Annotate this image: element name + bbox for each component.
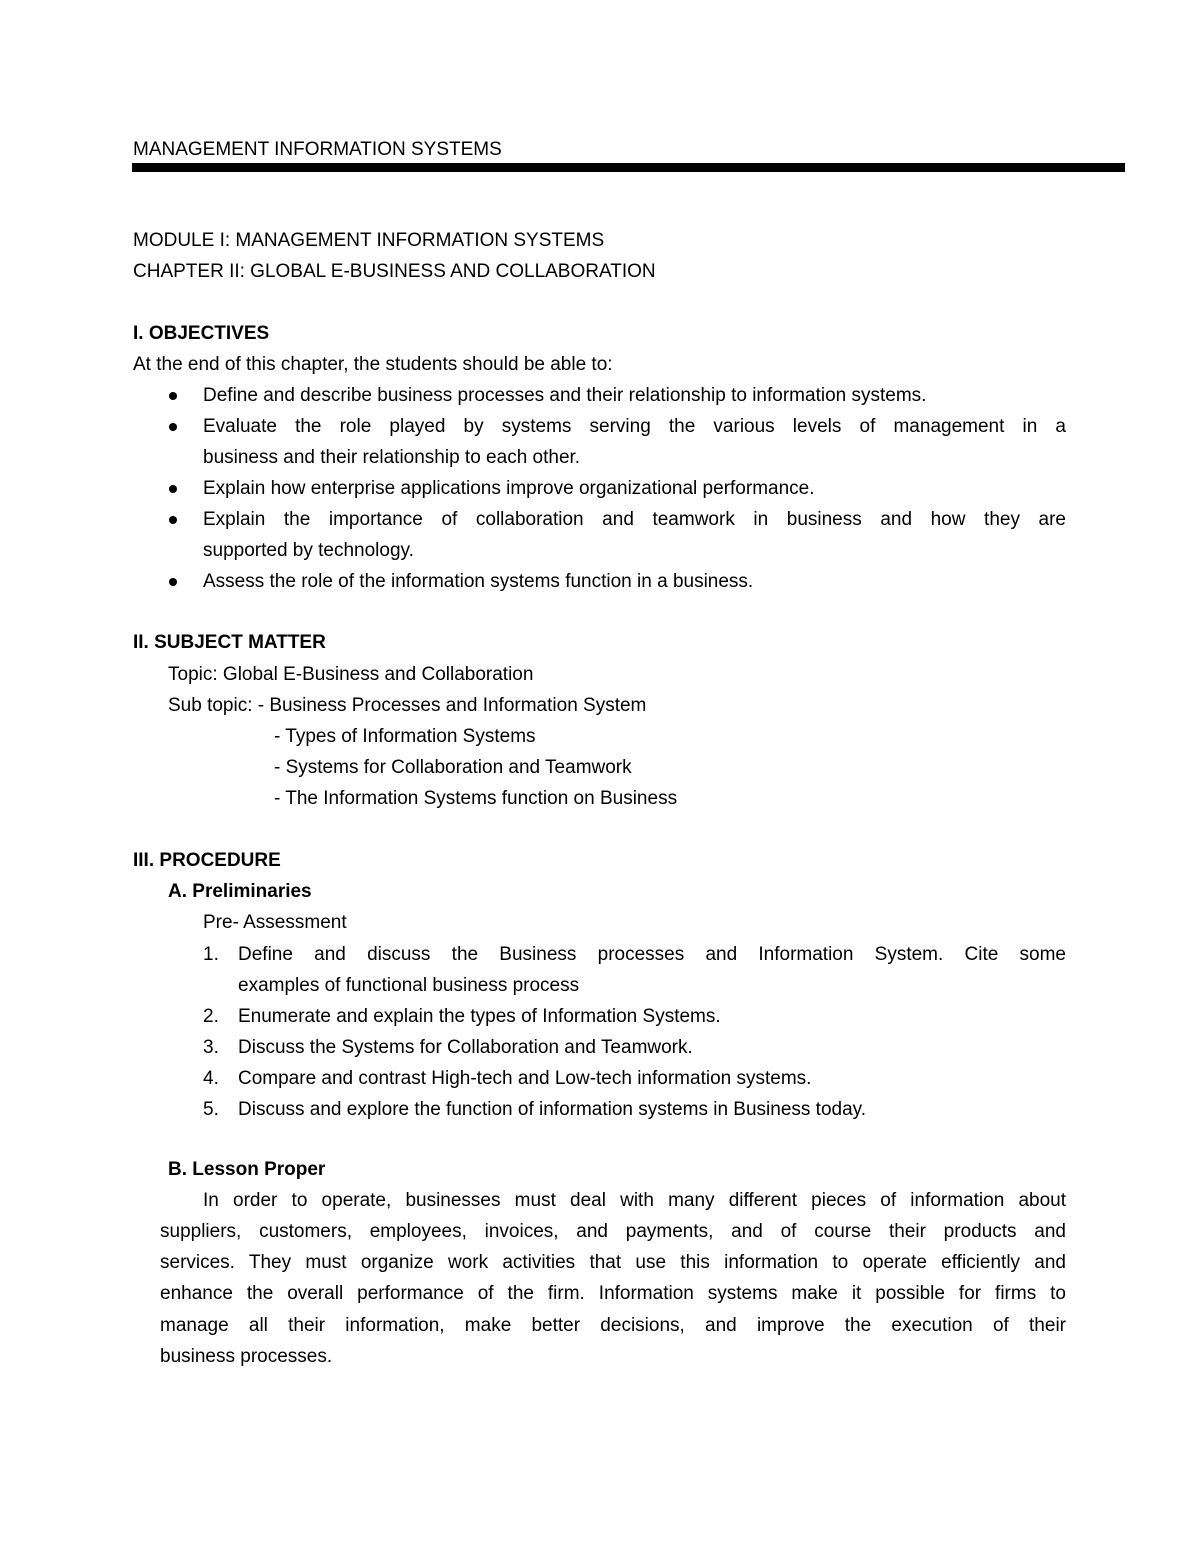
list-number: 5.	[203, 1099, 219, 1120]
lesson-proper-heading: B. Lesson Proper	[168, 1159, 326, 1180]
bullet-icon	[169, 578, 177, 586]
bullet-icon	[169, 516, 177, 524]
subject-subtopic-item: - The Information Systems function on Business	[274, 788, 678, 809]
chapter-title: CHAPTER II: GLOBAL E-BUSINESS AND COLLABORATION	[133, 261, 656, 282]
procedure-heading: III. PROCEDURE	[133, 850, 281, 871]
bullet-icon	[169, 485, 177, 493]
objectives-heading: I. OBJECTIVES	[133, 323, 270, 344]
module-title: MODULE I: MANAGEMENT INFORMATION SYSTEMS	[133, 230, 605, 251]
objective-item-continuation: supported by technology.	[203, 540, 414, 561]
pre-assessment-item: Discuss the Systems for Collaboration and Teamwork.	[238, 1037, 693, 1058]
preliminaries-heading: A. Preliminaries	[168, 881, 312, 902]
header-rule	[132, 163, 1125, 172]
objective-item-continuation: business and their relationship to each other.	[203, 447, 581, 468]
subject-matter-heading: II. SUBJECT MATTER	[133, 632, 326, 653]
lesson-paragraph-line: suppliers, customers, employees, invoices, and payments, and of course their products and	[160, 1221, 1066, 1242]
pre-assessment-item: Define and discuss the Business processes and Information System. Cite some	[238, 944, 1066, 965]
lesson-paragraph-line: manage all their information, make better decisions, and improve the execution of their	[160, 1315, 1066, 1336]
objectives-intro: At the end of this chapter, the students should be able to:	[133, 354, 613, 375]
subject-topic: Topic: Global E-Business and Collaboration	[168, 664, 534, 685]
objective-item: Explain the importance of collaboration and teamwork in business and how they are	[203, 509, 1066, 530]
pre-assessment-label: Pre- Assessment	[203, 912, 347, 933]
list-number: 1.	[203, 944, 219, 965]
subject-subtopic: Sub topic: - Business Processes and Information System	[168, 695, 647, 716]
pre-assessment-item: Compare and contrast High-tech and Low-tech information systems.	[238, 1068, 812, 1089]
pre-assessment-item-continuation: examples of functional business process	[238, 975, 580, 996]
document-header-title: MANAGEMENT INFORMATION SYSTEMS	[133, 139, 502, 160]
subject-subtopic-item: - Systems for Collaboration and Teamwork	[274, 757, 632, 778]
list-number: 3.	[203, 1037, 219, 1058]
objective-item: Assess the role of the information systems function in a business.	[203, 571, 754, 592]
bullet-icon	[169, 423, 177, 431]
pre-assessment-item: Discuss and explore the function of information systems in Business today.	[238, 1099, 867, 1120]
bullet-icon	[169, 392, 177, 400]
objective-item: Define and describe business processes and their relationship to information systems.	[203, 385, 927, 406]
list-number: 4.	[203, 1068, 219, 1089]
subject-subtopic-item: - Types of Information Systems	[274, 726, 536, 747]
lesson-paragraph-line: business processes.	[160, 1346, 333, 1367]
objective-item: Evaluate the role played by systems serving the various levels of management in a	[203, 416, 1066, 437]
pre-assessment-item: Enumerate and explain the types of Information Systems.	[238, 1006, 721, 1027]
objective-item: Explain how enterprise applications improve organizational performance.	[203, 478, 815, 499]
list-number: 2.	[203, 1006, 219, 1027]
lesson-paragraph-line: enhance the overall performance of the firm. Information systems make it possible for firms to	[160, 1283, 1066, 1304]
lesson-paragraph-line: services. They must organize work activities that use this information to operate efficiently and	[160, 1252, 1066, 1273]
lesson-paragraph-line: In order to operate, businesses must deal with many different pieces of information about	[203, 1190, 1066, 1211]
